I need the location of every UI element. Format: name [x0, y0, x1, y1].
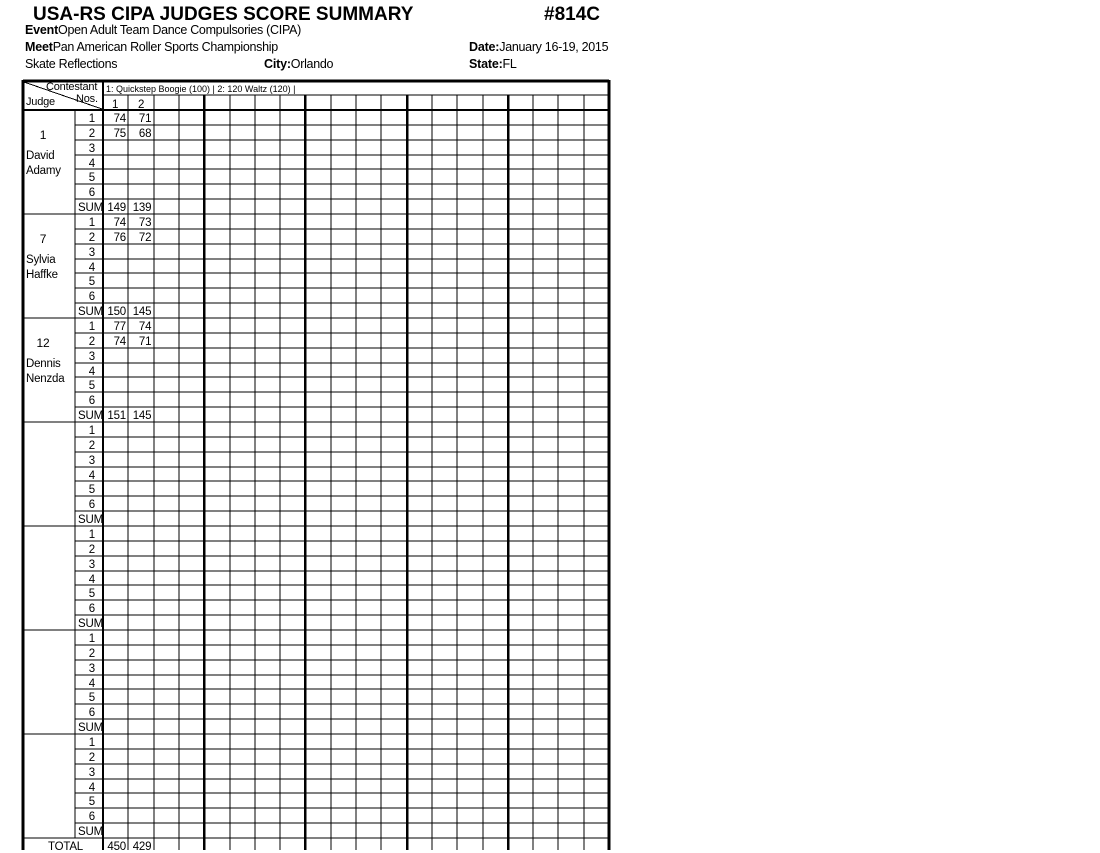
sum-label: SUM: [78, 618, 103, 630]
sum-label: SUM: [78, 514, 103, 526]
row-label: 3: [88, 247, 95, 259]
row-label: 3: [88, 559, 95, 571]
meet-value: Pan American Roller Sports Championship: [52, 40, 278, 54]
state-label: State:: [469, 57, 503, 71]
row-label: 5: [88, 692, 95, 704]
club-name: Skate Reflections: [25, 57, 118, 71]
city-label: City:: [264, 57, 291, 71]
score-cell: 74: [113, 336, 126, 348]
sum-cell: 145: [132, 306, 152, 318]
row-label: 6: [88, 395, 95, 407]
corner-contestant-label: Contestant: [46, 81, 98, 93]
judge-last-name: Nenzda: [26, 373, 65, 385]
sum-label: SUM: [78, 306, 103, 318]
form-number: #814C: [544, 4, 600, 25]
row-label: 2: [88, 752, 95, 764]
row-label: 1: [88, 633, 95, 645]
row-label: 1: [88, 529, 95, 541]
sum-cell: 149: [107, 202, 126, 214]
row-label: 4: [88, 470, 95, 482]
event-label: Event: [25, 23, 59, 37]
total-label: TOTAL: [48, 841, 83, 853]
row-label: 3: [88, 663, 95, 675]
city-value: Orlando: [290, 57, 334, 71]
row-label: 6: [88, 707, 95, 719]
row-label: 1: [88, 425, 95, 437]
score-cell: 76: [113, 232, 126, 244]
sum-cell: 150: [107, 306, 126, 318]
judge-last-name: Haffke: [26, 269, 58, 281]
row-label: 2: [88, 440, 95, 452]
judge-number: 12: [36, 336, 50, 350]
row-label: 3: [88, 143, 95, 155]
row-label: 6: [88, 291, 95, 303]
score-cell: 71: [138, 113, 152, 125]
total-cell: 429: [132, 841, 152, 853]
contestant-number: 2: [138, 99, 145, 111]
judge-first-name: Dennis: [26, 358, 61, 370]
sum-label: SUM: [78, 202, 103, 214]
judge-last-name: Adamy: [26, 165, 61, 177]
row-label: 6: [88, 499, 95, 511]
score-cell: 74: [113, 217, 126, 229]
row-label: 3: [88, 351, 95, 363]
row-label: 5: [88, 796, 95, 808]
sum-label: SUM: [78, 410, 103, 422]
page-title: USA-RS CIPA JUDGES SCORE SUMMARY: [33, 4, 414, 25]
row-label: 1: [88, 113, 95, 125]
row-label: 4: [88, 262, 95, 274]
sum-cell: 151: [107, 410, 126, 422]
row-label: 2: [88, 128, 95, 140]
corner-nos-label: Nos.: [76, 93, 98, 105]
score-cell: 68: [138, 128, 152, 140]
row-label: 1: [88, 217, 95, 229]
row-label: 5: [88, 588, 95, 600]
score-cell: 74: [138, 321, 152, 333]
contestant-number: 1: [112, 99, 119, 111]
score-cell: 77: [113, 321, 126, 333]
score-cell: 75: [113, 128, 126, 140]
row-label: 6: [88, 811, 95, 823]
row-label: 5: [88, 380, 95, 392]
row-label: 2: [88, 232, 95, 244]
sum-cell: 145: [132, 410, 152, 422]
row-label: 4: [88, 574, 95, 586]
row-label: 4: [88, 782, 95, 794]
date-label: Date:: [469, 40, 500, 54]
row-label: 4: [88, 158, 95, 170]
date-value: January 16-19, 2015: [499, 40, 609, 54]
row-label: 2: [88, 648, 95, 660]
row-label: 6: [88, 187, 95, 199]
judge-number: 1: [39, 128, 47, 142]
score-cell: 71: [138, 336, 152, 348]
sum-label: SUM: [78, 826, 103, 838]
event-value: Open Adult Team Dance Compulsories (CIPA): [58, 23, 301, 37]
row-label: 5: [88, 484, 95, 496]
row-label: 2: [88, 336, 95, 348]
judge-number: 7: [39, 232, 47, 246]
state-value: FL: [502, 57, 517, 71]
row-label: 2: [88, 544, 95, 556]
corner-judge-label: Judge: [26, 96, 55, 108]
score-cell: 74: [113, 113, 126, 125]
row-label: 5: [88, 276, 95, 288]
row-label: 4: [88, 678, 95, 690]
meet-label: Meet: [25, 40, 53, 54]
score-cell: 72: [138, 232, 152, 244]
total-cell: 450: [107, 841, 126, 853]
row-label: 4: [88, 366, 95, 378]
row-label: 3: [88, 455, 95, 467]
row-label: 5: [88, 172, 95, 184]
dances-list: 1: Quickstep Boogie (100) | 2: 120 Waltz (120) |: [106, 84, 296, 94]
row-label: 6: [88, 603, 95, 615]
score-cell: 73: [138, 217, 152, 229]
row-label: 1: [88, 321, 95, 333]
row-label: 1: [88, 737, 95, 749]
sum-cell: 139: [132, 202, 152, 214]
judge-first-name: David: [26, 150, 55, 162]
judge-first-name: Sylvia: [26, 254, 56, 266]
row-label: 3: [88, 767, 95, 779]
sum-label: SUM: [78, 722, 103, 734]
